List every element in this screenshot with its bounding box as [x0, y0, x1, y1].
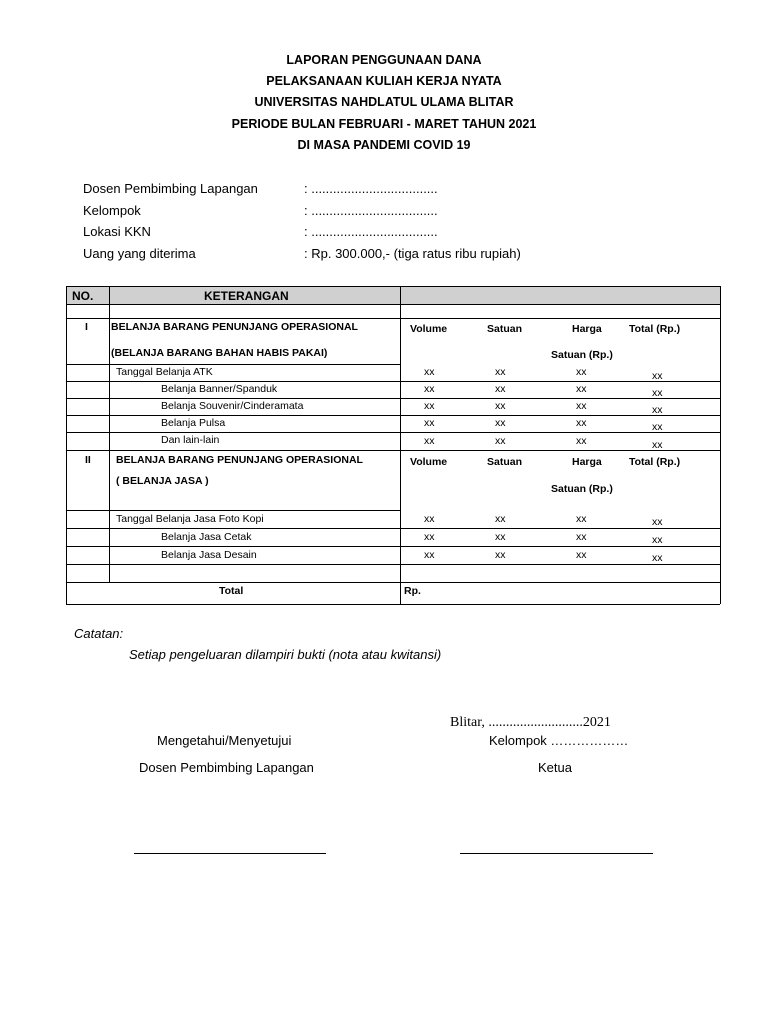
section2-volume-header: Volume: [410, 456, 448, 468]
table-header-bg: [66, 286, 720, 304]
section1-satuan-header: Satuan: [487, 323, 523, 335]
section1-title: BELANJA BARANG PENUNJANG OPERASIONAL: [111, 321, 358, 333]
section2-subtitle: ( BELANJA JASA ): [116, 475, 209, 487]
s1-row3-volume: xx: [424, 400, 435, 412]
s1-row3-total: xx: [652, 404, 663, 416]
lokasi-value: : ...................................: [304, 224, 438, 239]
s1-row4-harga: xx: [576, 417, 587, 429]
s2-row2-harga: xx: [576, 531, 587, 543]
title-line-4: PERIODE BULAN FEBRUARI - MARET TAHUN 2021: [231, 117, 537, 131]
s1-row5-satuan: xx: [495, 435, 506, 447]
s2-row2-label: Belanja Jasa Cetak: [161, 531, 252, 543]
s2-row3-total: xx: [652, 552, 663, 564]
uang-value: : Rp. 300.000,- (tiga ratus ribu rupiah): [304, 246, 521, 261]
s1-row1-total: xx: [652, 370, 663, 382]
section2-no: II: [85, 454, 91, 466]
left-signature-line: [134, 853, 326, 854]
s1-row3-satuan: xx: [495, 400, 506, 412]
s1-row2-satuan: xx: [495, 383, 506, 395]
s1-row1-volume: xx: [424, 366, 435, 378]
s1-row2-label: Belanja Banner/Spanduk: [161, 383, 278, 395]
section2-total-header: Total (Rp.): [629, 456, 681, 468]
s1-row2-total: xx: [652, 387, 663, 399]
s1-row4-label: Belanja Pulsa: [161, 417, 226, 429]
total-value: Rp.: [404, 585, 421, 597]
section1-subtitle: (BELANJA BARANG BAHAN HABIS PAKAI): [111, 347, 328, 359]
s2-row1-harga: xx: [576, 513, 587, 525]
s2-row3-satuan: xx: [495, 549, 506, 561]
notes-text: Setiap pengeluaran dilampiri bukti (nota atau kwitansi): [129, 647, 442, 662]
s2-row1-total: xx: [652, 516, 663, 528]
section1-no: I: [85, 321, 88, 333]
section1-total-header: Total (Rp.): [629, 323, 681, 335]
dosen-value: : ...................................: [304, 181, 438, 196]
s1-row5-total: xx: [652, 439, 663, 451]
s1-row4-total: xx: [652, 421, 663, 433]
left-sign-line2: Dosen Pembimbing Lapangan: [139, 760, 314, 775]
s2-row1-label: Tanggal Belanja Jasa Foto Kopi: [116, 513, 264, 525]
right-sign-line2: Ketua: [538, 760, 572, 775]
s1-row1-satuan: xx: [495, 366, 506, 378]
total-label: Total: [219, 585, 244, 597]
right-signature-line: [460, 853, 653, 854]
section2-satuan-header: Satuan: [487, 456, 523, 468]
section2-title: BELANJA BARANG PENUNJANG OPERASIONAL: [116, 454, 363, 466]
s2-row3-harga: xx: [576, 549, 587, 561]
notes-heading: Catatan:: [74, 626, 124, 641]
section2-satuan-rp-header: Satuan (Rp.): [551, 483, 613, 495]
lokasi-label: Lokasi KKN: [83, 224, 151, 239]
kelompok-label: Kelompok: [83, 203, 141, 218]
section1-satuan-rp-header: Satuan (Rp.): [551, 349, 613, 361]
col-no-header: NO.: [72, 289, 94, 303]
s2-row2-volume: xx: [424, 531, 435, 543]
s1-row3-label: Belanja Souvenir/Cinderamata: [161, 400, 304, 412]
s1-row1-harga: xx: [576, 366, 587, 378]
place-date: Blitar, ...........................2021: [450, 715, 611, 730]
s1-row5-harga: xx: [576, 435, 587, 447]
s2-row3-volume: xx: [424, 549, 435, 561]
s1-row5-label: Dan lain-lain: [161, 434, 220, 446]
section1-harga-header: Harga: [572, 323, 602, 335]
s1-row3-harga: xx: [576, 400, 587, 412]
title-line-5: DI MASA PANDEMI COVID 19: [297, 138, 471, 152]
s1-row5-volume: xx: [424, 435, 435, 447]
s1-row2-volume: xx: [424, 383, 435, 395]
s1-row4-volume: xx: [424, 417, 435, 429]
s2-row1-volume: xx: [424, 513, 435, 525]
s2-row2-satuan: xx: [495, 531, 506, 543]
section1-volume-header: Volume: [410, 323, 448, 335]
left-sign-line1: Mengetahui/Menyetujui: [157, 733, 292, 748]
kelompok-value: : ...................................: [304, 203, 438, 218]
s2-row3-label: Belanja Jasa Desain: [161, 549, 257, 561]
s1-row2-harga: xx: [576, 383, 587, 395]
title-line-1: LAPORAN PENGGUNAAN DANA: [286, 53, 482, 67]
s2-row2-total: xx: [652, 534, 663, 546]
s1-row4-satuan: xx: [495, 417, 506, 429]
col-keterangan-header: KETERANGAN: [204, 289, 289, 303]
dosen-label: Dosen Pembimbing Lapangan: [83, 181, 258, 196]
title-line-3: UNIVERSITAS NAHDLATUL ULAMA BLITAR: [254, 95, 514, 109]
s2-row1-satuan: xx: [495, 513, 506, 525]
uang-label: Uang yang diterima: [83, 246, 196, 261]
title-line-2: PELAKSANAAN KULIAH KERJA NYATA: [266, 74, 502, 88]
right-sign-line1: Kelompok ………………: [489, 733, 629, 748]
s1-row1-label: Tanggal Belanja ATK: [116, 366, 213, 378]
section2-harga-header: Harga: [572, 456, 602, 468]
